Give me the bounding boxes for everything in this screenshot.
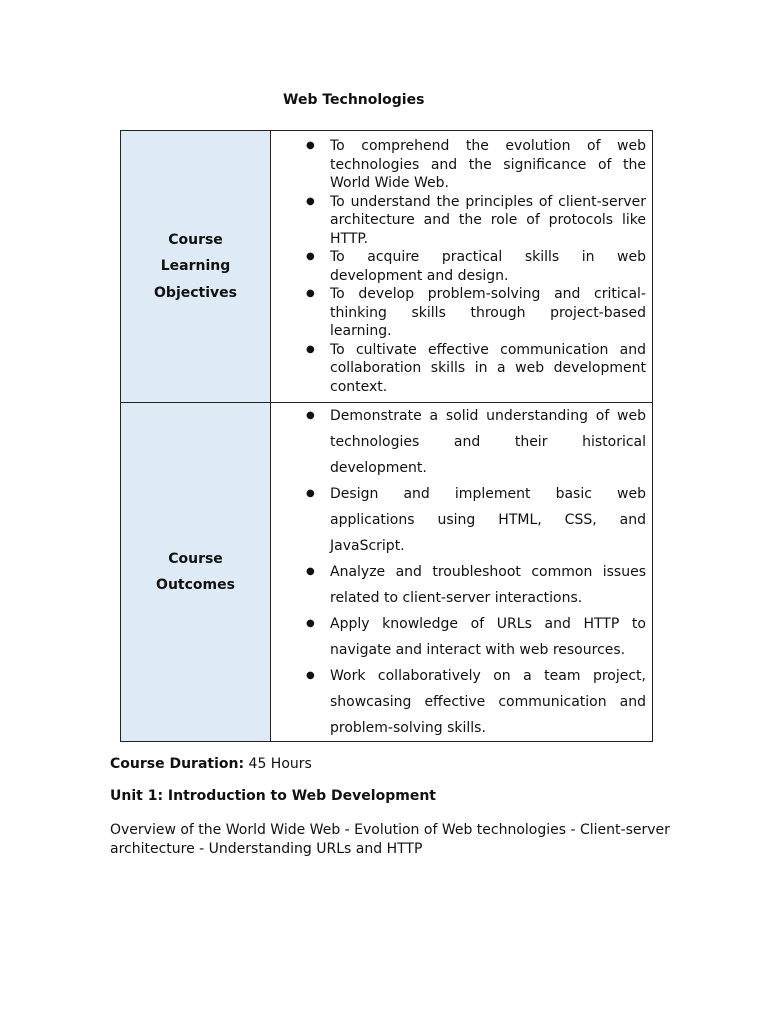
- objective-item: ● To understand the principles of client-server architecture and the role of protocols like HTTP.: [330, 193, 646, 249]
- outcomes-content-cell: [271, 403, 653, 742]
- objectives-list: [271, 137, 652, 396]
- course-table: [120, 130, 653, 742]
- outcomes-label-cell: [121, 403, 271, 742]
- outcome-item: ● Work collaboratively on a team project, showcasing effective communication and problem-solving skills.: [330, 663, 646, 741]
- objectives-label-cell: [121, 131, 271, 403]
- document-title: Web Technologies: [283, 92, 425, 108]
- objectives-label-line: Learning: [160, 258, 231, 275]
- outcomes-row: [121, 403, 653, 742]
- outcome-item: ● Demonstrate a solid understanding of web technologies and their historical development.: [330, 403, 646, 481]
- objectives-row: [121, 131, 653, 403]
- outcomes-list: [271, 403, 652, 741]
- objectives-content-cell: [271, 131, 653, 403]
- outcomes-label-line: Outcomes: [156, 577, 235, 593]
- course-duration: [110, 756, 312, 772]
- objective-item: ● To acquire practical skills in web development and design.: [330, 248, 646, 285]
- outcome-item: ● Analyze and troubleshoot common issues related to client-server interactions.: [330, 559, 646, 611]
- outcomes-label-line: Course: [168, 551, 223, 567]
- outcome-item: ● Design and implement basic web applications using HTML, CSS, and JavaScript.: [330, 481, 646, 559]
- outcome-item: ● Apply knowledge of URLs and HTTP to navigate and interact with web resources.: [330, 611, 646, 663]
- objective-item: ● To comprehend the evolution of web technologies and the significance of the World Wide Web.: [330, 137, 646, 193]
- course-duration-value: 45 Hours: [244, 756, 312, 772]
- course-duration-label: Course Duration:: [110, 756, 245, 772]
- unit-1-body: Overview of the World Wide Web - Evolution of Web technologies - Client-server architecture - Understanding URLs and HTTP: [110, 822, 670, 857]
- unit-1-heading: Unit 1: Introduction to Web Development: [110, 788, 436, 804]
- objectives-label-line: Course: [168, 231, 223, 248]
- objective-item: ● To cultivate effective communication and collaboration skills in a web development context.: [330, 341, 646, 397]
- objective-item: ● To develop problem-solving and critical-thinking skills through project-based learning.: [330, 285, 646, 341]
- objectives-label-line: Objectives: [154, 284, 237, 301]
